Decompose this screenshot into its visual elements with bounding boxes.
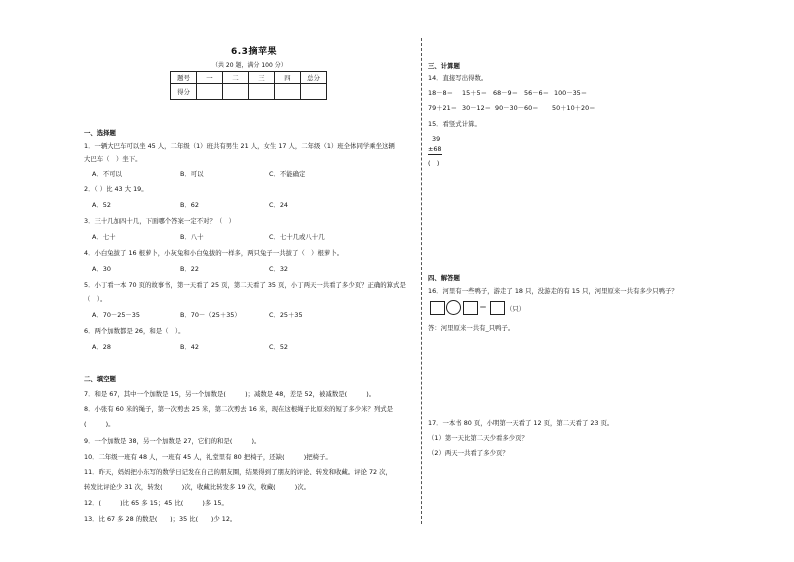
section-heading-calc: 三、计算题 [428,62,460,70]
q6-option-b: B．42 [180,343,199,351]
question-6: 6．两个加数都是 26，和是（ ）。 [84,327,185,335]
score-table-row-label: 得分 [171,84,197,100]
question-5-line2: （ ）。 [84,295,107,303]
question-11-line1: 11．昨天，妈妈把小东写的数学日记发在自己的朋友圈，结果得到了朋友的评论、转发和收藏。评论 72 次， [84,468,392,476]
answer-box[interactable] [490,301,505,315]
page-title: 6.3摘苹果 [231,47,277,57]
q4-option-c: C．32 [269,265,288,273]
question-5-line1: 5．小丁看一本 70 页的故事书，第一天看了 25 页，第二天看了 35 页，小丁两天一共看了多少页？正确的算式是 [84,281,406,289]
question-12: 12．( )比 65 多 15；45 比( )多 15。 [84,499,228,507]
score-table-header-cell: 一 [197,72,223,84]
question-13: 13．比 67 多 28 的数是( )；35 比( )少 12。 [84,515,237,523]
vertical-calc-line [428,154,442,155]
question-15: 15．看竖式计算。 [428,120,481,128]
score-table-header-cell: 题号 [171,72,197,84]
calc-item: 50＋10＋20＝ [552,104,596,112]
calc-item: 18－8＝ [428,89,453,97]
q5-option-c: C．25＋35 [269,311,303,319]
calc-item: 100－35＝ [554,89,588,97]
q2-option-a: A．52 [92,201,111,209]
score-cell[interactable] [197,84,223,100]
q4-option-a: A．30 [92,265,111,273]
calc-item: 56－6＝ [524,89,549,97]
q3-option-b: B．八十 [180,233,204,241]
question-10: 10．二年级一班有 48 人，一班有 45 人，礼堂里有 80 把椅子，还缺( )把椅子。 [84,453,332,461]
column-divider [421,38,422,524]
section-heading-solve: 四、解答题 [428,274,460,282]
page-subtitle: （共 20 题，满分 100 分） [212,62,287,69]
q2-option-b: B．62 [180,201,199,209]
question-1-line1: 1．一辆大巴车可以坐 45 人，二年级（1）班共有男生 21 人，女生 17 人，二年级（1）班全体同学乘坐这辆 [84,142,395,150]
vertical-calc-second: ±68 [428,145,442,153]
question-1-line2: 大巴车（ ）坐下。 [84,155,142,163]
vertical-calc-answer[interactable]: ( ) [428,159,440,167]
q6-option-c: C．52 [269,343,288,351]
q1-option-b: B．可以 [180,170,204,178]
answer-box[interactable] [463,301,478,315]
q5-option-b: B．70－（25＋35） [180,311,241,319]
q1-option-c: C．不能确定 [269,170,306,178]
score-cell[interactable] [249,84,275,100]
unit-label: （只） [506,305,526,313]
score-cell[interactable] [301,84,327,100]
question-8-line1: 8．小张有 60 米的绳子，第一次剪去 25 米，第二次剪去 16 米，现在这根绳子比原来的短了多少米？列式是 [84,405,394,413]
section-heading-fill: 二、填空题 [84,375,116,383]
calc-item: 15＋5＝ [462,89,487,97]
score-table-score-row [171,84,327,100]
question-17-part1: （1）第一天比第二天少看多少页？ [428,434,528,442]
section-heading-choice: 一、选择题 [84,129,116,137]
question-4: 4．小白兔拔了 16 根萝卜，小灰兔和小白兔拔的一样多，两只兔子一共拔了（ ）根萝卜。 [84,249,344,257]
question-14: 14．直接写出得数。 [428,74,488,82]
q3-option-c: C．七十几或八十几 [269,233,325,241]
score-table-header-cell: 总分 [301,72,327,84]
vertical-calc-top: 39 [432,135,441,143]
question-8-line2: ( )。 [84,420,115,428]
q1-option-a: A．不可以 [92,170,122,178]
score-table-header-cell: 四 [275,72,301,84]
equals-sign: ＝ [479,303,487,312]
q3-option-a: A．七十 [92,233,116,241]
score-cell[interactable] [223,84,249,100]
score-cell[interactable] [275,84,301,100]
question-16-answer: 答：河里原来一共有_只鸭子。 [428,324,515,332]
q5-option-a: A．70－25－35 [92,311,140,319]
question-9: 9．一个加数是 38，另一个加数是 27，它们的和是( )。 [84,437,261,445]
q4-option-b: B．22 [180,265,199,273]
calc-item: 68－9＝ [493,89,518,97]
question-2: 2．（ ）比 43 大 19。 [84,185,148,193]
question-17: 17．一本书 80 页，小明第一天看了 12 页，第二天看了 23 页。 [428,419,614,427]
calc-item: 79＋21＝ [428,104,458,112]
q6-option-a: A．28 [92,343,111,351]
answer-box[interactable] [430,301,445,315]
operator-circle[interactable] [446,300,461,315]
score-table [170,71,327,100]
score-table-header-row [171,72,327,84]
question-16: 16．河里有一些鸭子，游走了 18 只，没游走的有 15 只，河里原来一共有多少只鸭子？ [428,287,678,295]
question-17-part2: （2）两天一共看了多少页？ [428,449,509,457]
q2-option-c: C．24 [269,201,288,209]
calc-item: 30－12＝ [462,104,492,112]
question-7: 7．和是 67，其中一个加数是 15，另一个加数是( )；减数是 48，差是 52，被减数是( )。 [84,390,376,398]
question-11-line2: 转发比评论少 31 次，转发( )次，收藏比转发多 19 次，收藏( )次。 [84,483,311,491]
calc-item: 90－30－60＝ [495,104,539,112]
score-table-header-cell: 三 [249,72,275,84]
score-table-header-cell: 二 [223,72,249,84]
question-3: 3．三十几加四十几，下面哪个答案一定不对？（ ） [84,217,236,225]
